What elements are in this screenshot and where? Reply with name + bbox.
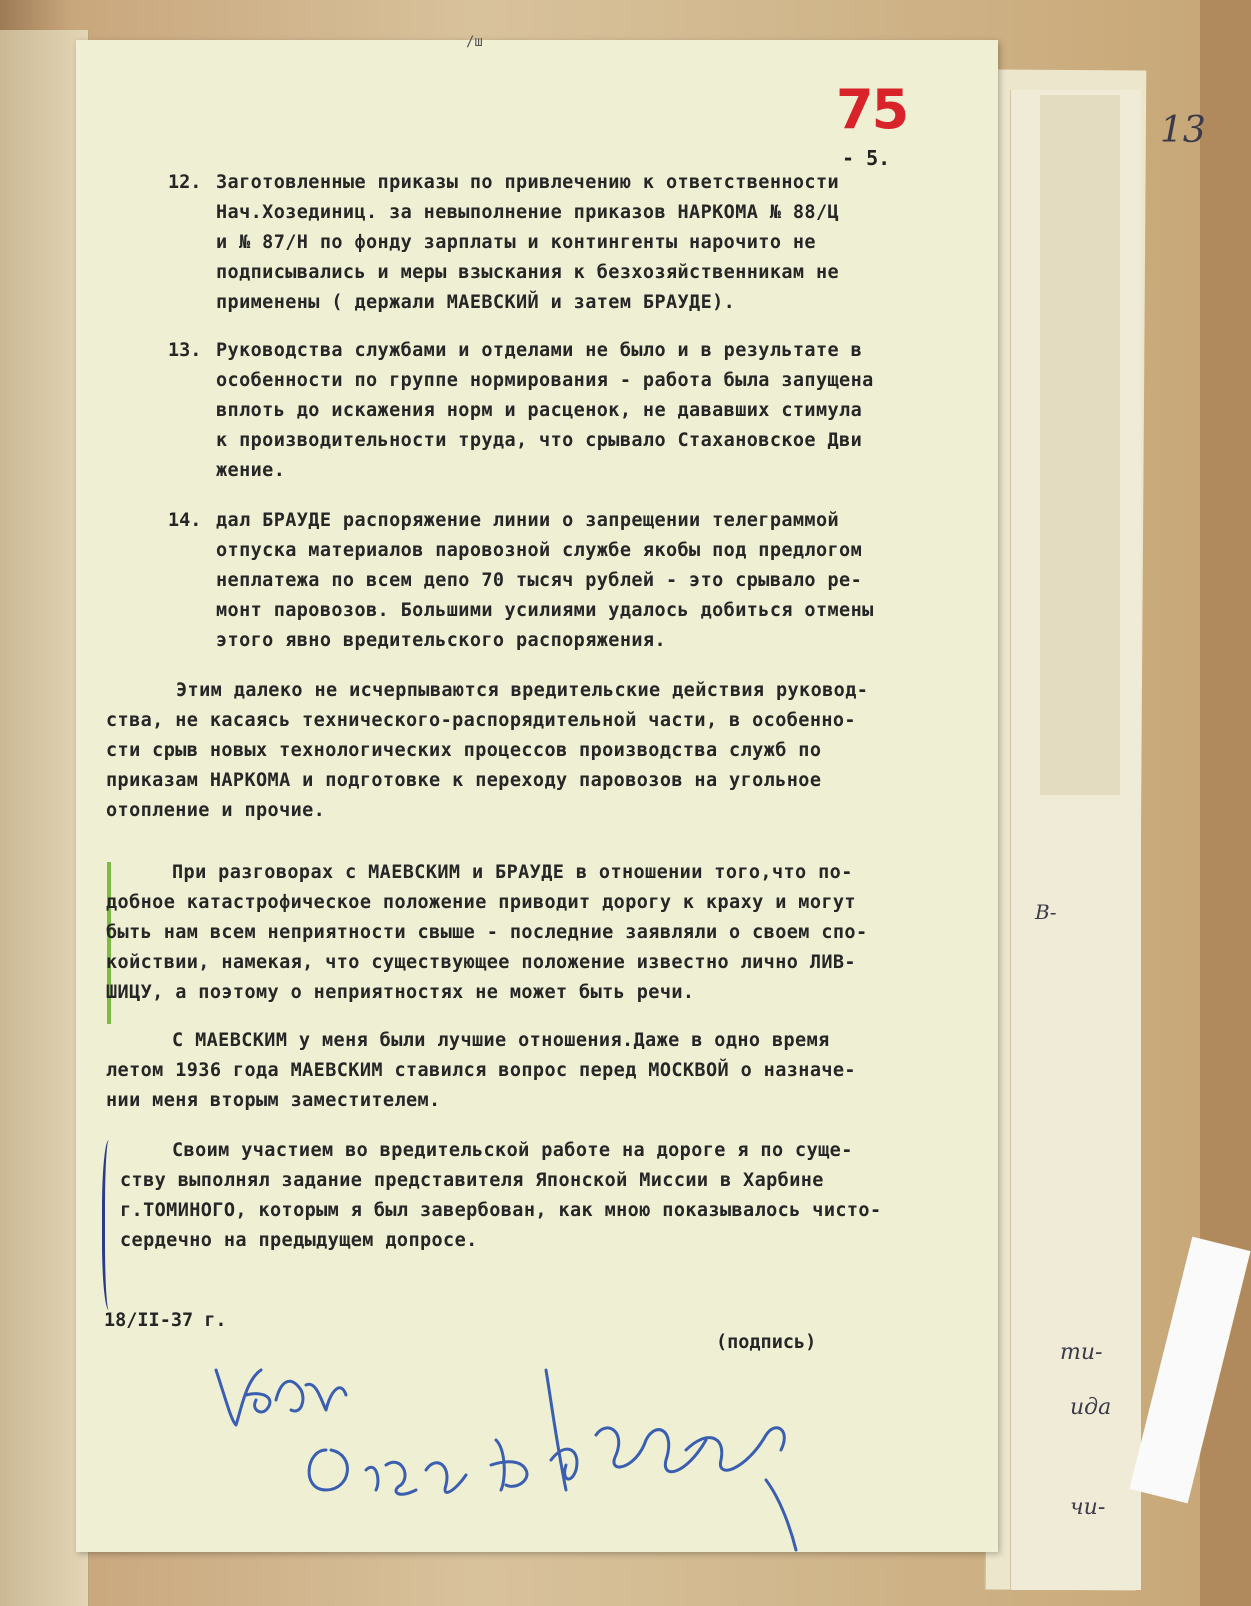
item-line: вплоть до искажения норм и расценок, не дававших стимула <box>216 400 863 421</box>
paragraph-line: сердечно на предыдущем допросе. <box>120 1230 478 1251</box>
paragraph-line: быть нам всем неприятности свыше - последние заявляли о своем спо- <box>106 922 868 943</box>
item-line: Заготовленные приказы по привлечению к ответственности <box>216 172 840 193</box>
item-number: 14. <box>168 510 202 531</box>
signature-label: (подпись) <box>716 1332 817 1353</box>
paragraph-line: сти срыв новых технологических процессов производства служб по <box>106 740 822 761</box>
item-number: 13. <box>168 340 202 361</box>
right-edge-note: ти- <box>1060 1340 1103 1365</box>
item-line: монт паровозов. Большими усилиями удалось добиться отмены <box>216 600 874 621</box>
item-line: дал БРАУДЕ распоряжение линии о запрещении телеграммой <box>216 510 840 531</box>
paragraph-line: добное катастрофическое положение приводит дорогу к краху и могут <box>106 892 856 913</box>
paragraph-line: ству выполнял задание представителя Японской Миссии в Харбине <box>120 1170 824 1191</box>
item-line: к производительности труда, что срывало Стахановское Дви <box>216 430 863 451</box>
item-line: неплатежа по всем депо 70 тысяч рублей - это срывало ре- <box>216 570 863 591</box>
item-line: отпуска материалов паровозной службе якобы под предлогом <box>216 540 863 561</box>
item-line: подписывались и меры взыскания к безхозяйственникам не <box>216 262 840 283</box>
paragraph-line: приказам НАРКОМА и подготовке к переходу паровозов на угольное <box>106 770 822 791</box>
item-line: применены ( держали МАЕВСКИЙ и затем БРАУДЕ). <box>216 292 736 313</box>
paragraph-line: койствии, намекая, что существующее положение известно лично ЛИВ- <box>106 952 856 973</box>
ink-margin-bracket <box>102 1140 119 1310</box>
handwritten-signature <box>206 1340 826 1560</box>
folio-number: 75 <box>836 78 908 141</box>
page-number: - 5. <box>842 146 891 170</box>
document-page <box>76 34 998 1552</box>
right-edge-note: В- <box>1035 900 1057 924</box>
right-edge-note: 13 <box>1160 110 1206 151</box>
paragraph-line: Этим далеко не исчерпываются вредительские действия руковод- <box>176 680 869 701</box>
item-line: и № 87/Н по фонду зарплаты и контингенты нарочито не <box>216 232 816 253</box>
right-edge-note: ида <box>1070 1395 1112 1420</box>
paragraph-line: нии меня вторым заместителем. <box>106 1090 441 1111</box>
item-line: жение. <box>216 460 286 481</box>
item-line: Нач.Хозединиц. за невыполнение приказов НАРКОМА № 88/Ц <box>216 202 840 223</box>
document-date: 18/II-37 г. <box>104 1310 227 1331</box>
item-line: этого явно вредительского распоряжения. <box>216 630 666 651</box>
paragraph-line: С МАЕВСКИМ у меня были лучшие отношения.Даже в одно время <box>172 1030 830 1051</box>
paragraph-line: отопление и прочие. <box>106 800 326 821</box>
item-line: особенности по группе нормирования - работа была запущена <box>216 370 874 391</box>
right-edge-note: чи- <box>1070 1495 1106 1520</box>
paragraph-line: ства, не касаясь технического-распорядительной части, в особенно- <box>106 710 856 731</box>
item-number: 12. <box>168 172 202 193</box>
paragraph-line: г.ТОМИНОГО, которым я был завербован, как мною показывалось чисто- <box>120 1200 882 1221</box>
top-mark: /ш <box>466 34 483 50</box>
paragraph-line: ШИЦУ, а поэтому о неприятностях не может быть речи. <box>106 982 695 1003</box>
paragraph-line: летом 1936 года МАЕВСКИМ ставился вопрос перед МОСКВОЙ о назначе- <box>106 1060 856 1081</box>
torn-paper-piece <box>1040 95 1120 795</box>
paragraph-line: Своим участием во вредительской работе на дороге я по суще- <box>172 1140 853 1161</box>
item-line: Руководства службами и отделами не было и в результате в <box>216 340 863 361</box>
paragraph-line: При разговорах с МАЕВСКИМ и БРАУДЕ в отношении того,что по- <box>172 862 853 883</box>
